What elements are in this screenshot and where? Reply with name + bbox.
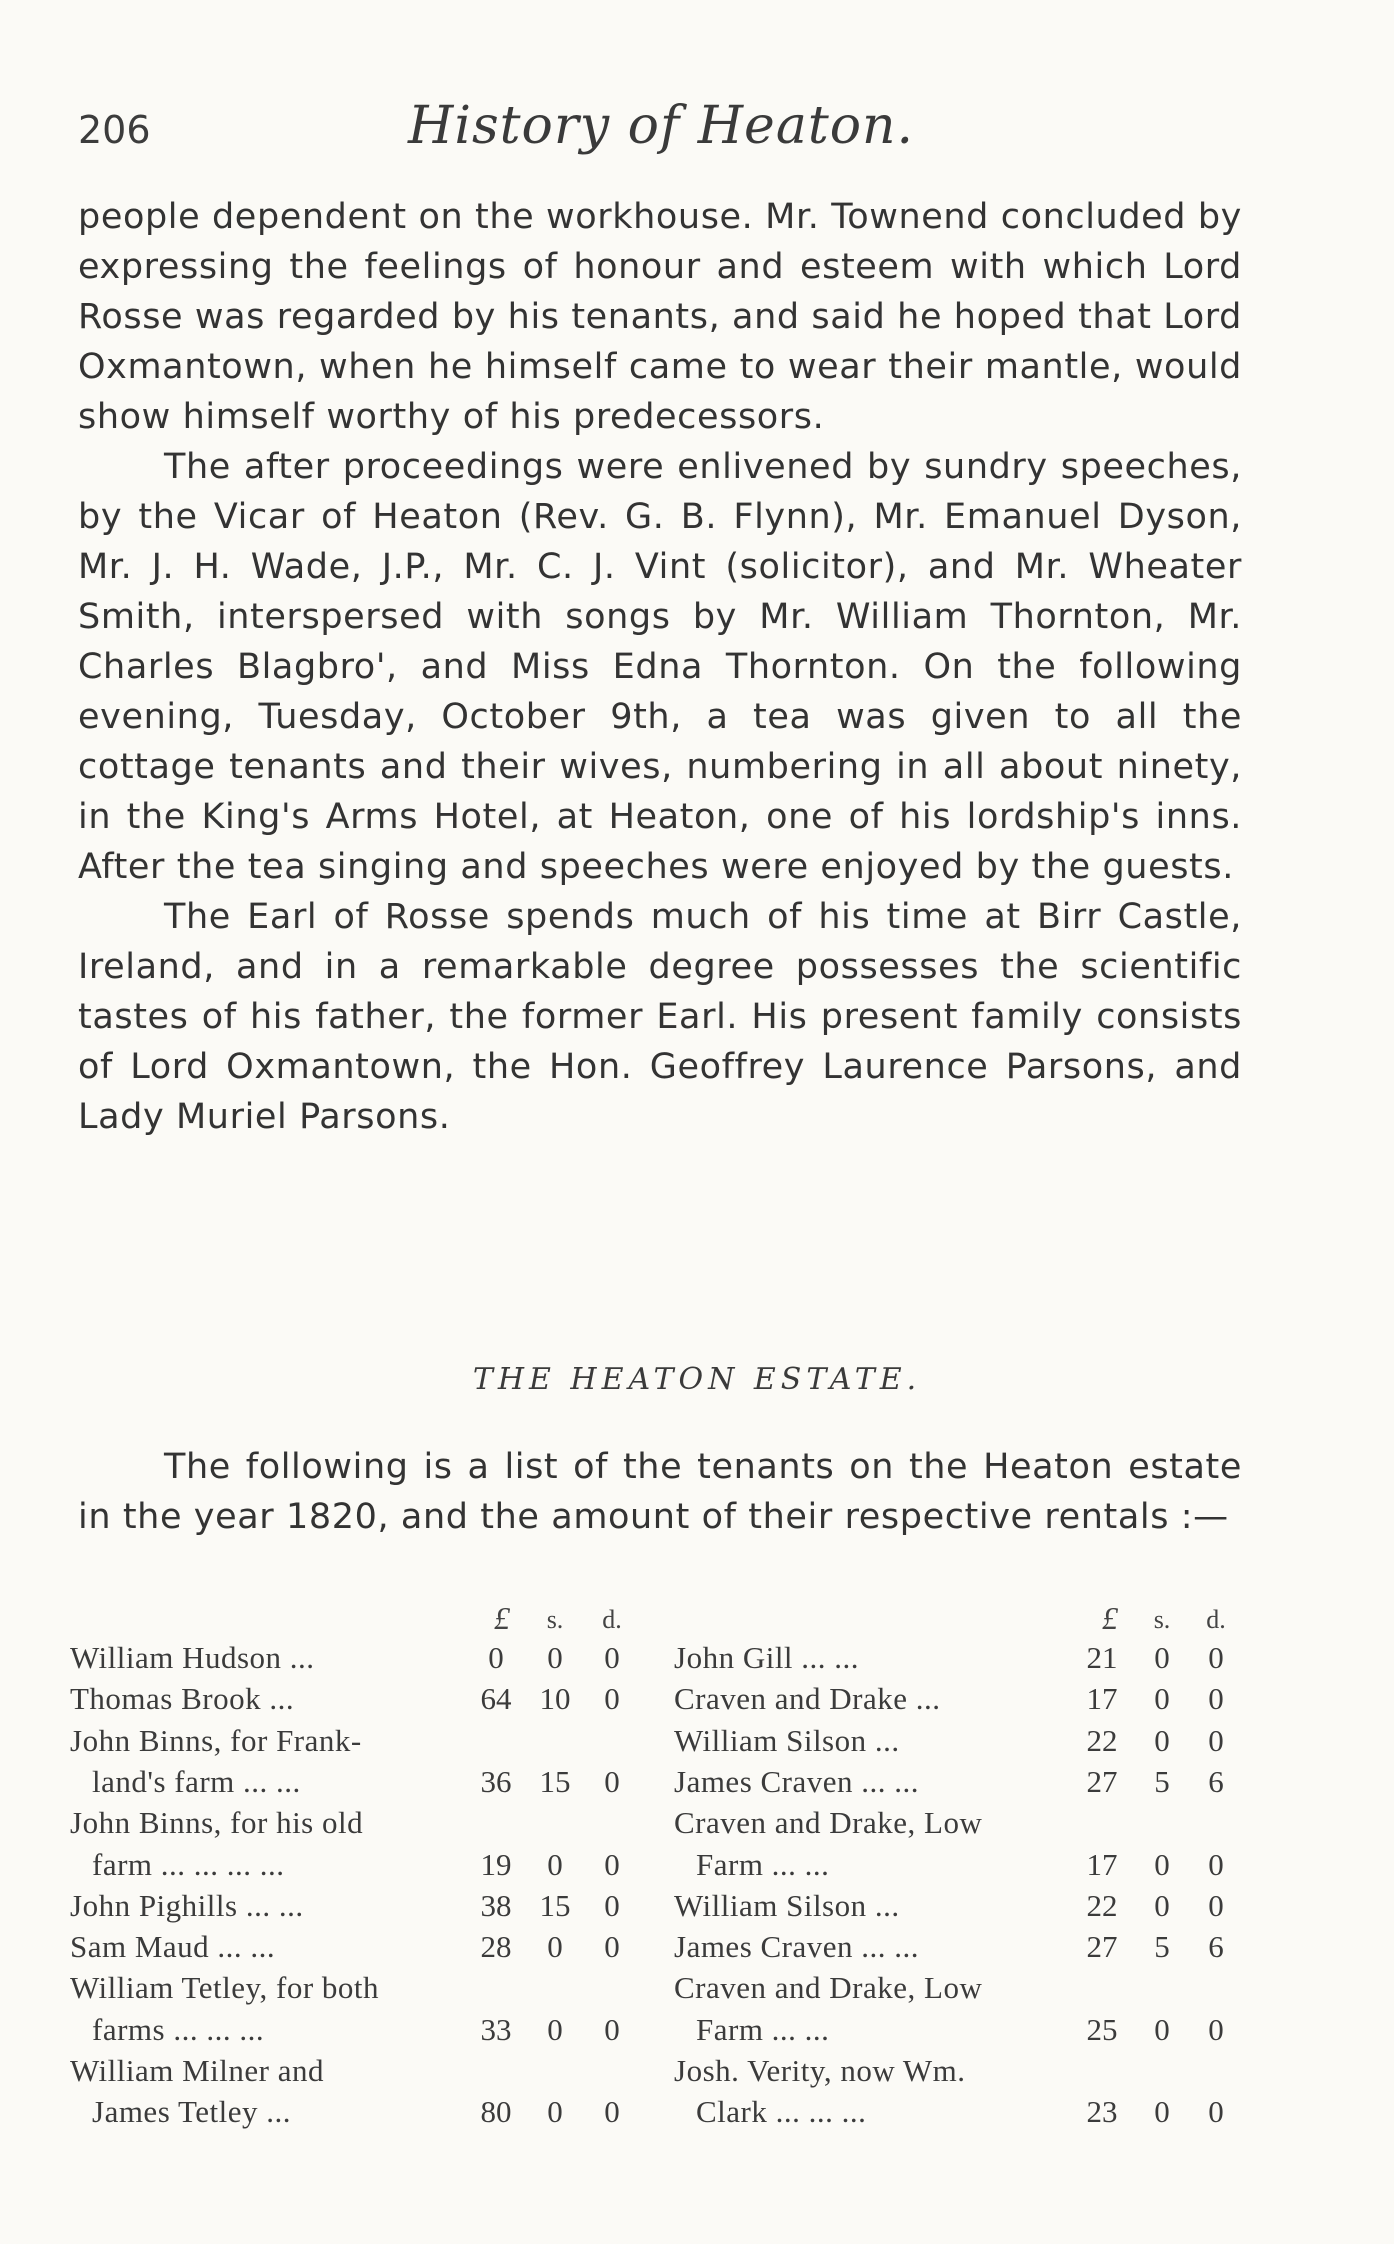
left-tenant-name-line: farms ... ... ... — [92, 2011, 265, 2047]
section-heading: THE HEATON ESTATE. — [472, 1362, 922, 1397]
right-shillings-value: 0 — [1154, 1681, 1170, 1717]
right-tenant-name-line: Clark ... ... ... — [696, 2094, 867, 2130]
right-tenant-name-line: Craven and Drake, Low — [674, 1805, 983, 1841]
left-shillings-value: 0 — [547, 1640, 563, 1675]
left-pounds-value: 64 — [480, 1681, 512, 1717]
paragraph-after-proceedings: The after proceedings were enlivened by sundry speeches, by the Vicar of Heaton (Rev. G. B. Flynn), Mr. Emanuel Dyson, Mr. J. H. Wade, J.P., Mr. C. J. Vint (solicitor), and Mr. Wheater Smith, interspersed with songs by Mr. William Thornton, Mr. Charles Blagbro', and Miss Edna Thornton. On the following evening, Tuesday, October 9th, a tea was given to all the cottage tenants and their wives, numbering in all about ninety, in the King's Arms Hotel, at Heaton, one of his lordship's inns. After the tea singing and speeches were enjoyed by the guests. — [78, 447, 1242, 887]
left-shillings-header: s. — [546, 1605, 564, 1634]
left-shillings-value: 0 — [547, 1846, 563, 1882]
right-shillings-value: 0 — [1154, 1722, 1170, 1758]
right-tenant-name-line: Craven and Drake, Low — [674, 1970, 983, 2006]
right-tenant-name-line: Josh. Verity, now Wm. — [674, 2053, 966, 2088]
left-pounds-header: £ — [494, 1600, 510, 1636]
left-pence-value: 0 — [604, 1681, 620, 1717]
right-tenant-name-line: Farm ... ... — [696, 2011, 830, 2047]
left-pence-header: d. — [602, 1605, 622, 1634]
right-tenant-name-line: John Gill ... ... — [674, 1640, 860, 1675]
right-tenant-name-line: William Silson ... — [674, 1887, 900, 1923]
left-pounds-value: 36 — [480, 1763, 512, 1799]
right-pence-value: 0 — [1208, 1887, 1224, 1923]
left-pounds-value: 19 — [480, 1846, 512, 1882]
left-tenant-name-line: William Tetley, for both — [70, 1970, 380, 2006]
right-pounds-value: 17 — [1086, 1681, 1118, 1717]
left-pounds-value: 80 — [480, 2094, 512, 2130]
right-tenant-name-line: William Silson ... — [674, 1722, 900, 1758]
left-shillings-value: 0 — [547, 1929, 563, 1965]
right-shillings-value: 5 — [1154, 1763, 1170, 1799]
left-shillings-value: 0 — [547, 2094, 563, 2130]
left-pounds-value: 38 — [480, 1887, 512, 1923]
right-tenant-name-line: James Craven ... ... — [674, 1929, 920, 1965]
left-tenant-name-line: Sam Maud ... ... — [70, 1929, 276, 1965]
left-tenant-name-line: farm ... ... ... ... — [92, 1846, 285, 1882]
left-tenant-name-line: John Pighills ... ... — [70, 1887, 304, 1923]
left-pence-value: 0 — [604, 2094, 620, 2130]
paragraph-continued: people dependent on the workhouse. Mr. Townend concluded by expressing the feelings of honour and esteem with which Lord Rosse was regarded by his tenants, and said he hoped that Lord Oxmantown, when he himself came to wear their mantle, would show himself worthy of his predecessors. — [78, 197, 1242, 437]
left-pounds-value: 0 — [488, 1640, 504, 1675]
right-pounds-value: 17 — [1086, 1846, 1118, 1882]
right-tenant-name-line: Craven and Drake ... — [674, 1681, 941, 1717]
right-pence-value: 0 — [1208, 1681, 1224, 1717]
right-shillings-value: 0 — [1154, 2011, 1170, 2047]
right-pence-header: d. — [1206, 1605, 1226, 1634]
left-tenant-name-line: John Binns, for Frank- — [70, 1722, 362, 1758]
left-tenant-name-line: land's farm ... ... — [92, 1763, 301, 1799]
running-title: History of Heaton. — [408, 96, 915, 156]
right-pounds-value: 22 — [1086, 1722, 1118, 1758]
left-shillings-value: 15 — [539, 1763, 571, 1799]
right-shillings-value: 0 — [1154, 1846, 1170, 1882]
right-pence-value: 0 — [1208, 2094, 1224, 2130]
right-pence-value: 0 — [1208, 2011, 1224, 2047]
page-number: 206 — [78, 108, 151, 152]
right-pounds-value: 25 — [1086, 2011, 1118, 2047]
right-pounds-value: 22 — [1086, 1887, 1118, 1923]
right-pence-value: 0 — [1208, 1722, 1224, 1758]
right-pounds-header: £ — [1102, 1600, 1118, 1636]
intro-paragraph: The following is a list of the tenants on the Heaton estate in the year 1820, and the amount of their respective rentals :— — [78, 1447, 1242, 1537]
right-pence-value: 6 — [1208, 1763, 1224, 1799]
left-tenant-name-line: William Hudson ... — [70, 1640, 315, 1675]
right-shillings-value: 0 — [1154, 2094, 1170, 2130]
right-pounds-value: 21 — [1086, 1640, 1118, 1675]
left-tenant-name-line: William Milner and — [70, 2053, 324, 2088]
right-pounds-value: 23 — [1086, 2094, 1118, 2130]
left-tenant-name-line: Thomas Brook ... — [70, 1681, 295, 1717]
right-shillings-value: 0 — [1154, 1640, 1170, 1675]
left-pence-value: 0 — [604, 1887, 620, 1923]
right-pounds-value: 27 — [1086, 1763, 1118, 1799]
left-shillings-value: 10 — [539, 1681, 571, 1717]
right-shillings-value: 5 — [1154, 1929, 1170, 1965]
right-pence-value: 6 — [1208, 1929, 1224, 1965]
right-tenant-name-line: James Craven ... ... — [674, 1763, 920, 1799]
left-pence-value: 0 — [604, 2011, 620, 2047]
left-tenant-name-line: James Tetley ... — [92, 2094, 291, 2130]
left-pence-value: 0 — [604, 1763, 620, 1799]
left-pence-value: 0 — [604, 1640, 620, 1675]
right-pence-value: 0 — [1208, 1640, 1224, 1675]
paragraph-earl-of-rosse: The Earl of Rosse spends much of his time at Birr Castle, Ireland, and in a remarkable degree possesses the scientific tastes of his father, the former Earl. His present family consists of Lord Oxmantown, the Hon. Geoffrey Laurence Parsons, and Lady Muriel Parsons. — [78, 897, 1242, 1137]
right-shillings-value: 0 — [1154, 1887, 1170, 1923]
right-pounds-value: 27 — [1086, 1929, 1118, 1965]
left-pounds-value: 33 — [480, 2011, 512, 2047]
right-pence-value: 0 — [1208, 1846, 1224, 1882]
left-shillings-value: 15 — [539, 1887, 571, 1923]
left-tenant-name-line: John Binns, for his old — [70, 1805, 364, 1841]
left-shillings-value: 0 — [547, 2011, 563, 2047]
left-pence-value: 0 — [604, 1846, 620, 1882]
left-pence-value: 0 — [604, 1929, 620, 1965]
left-pounds-value: 28 — [480, 1929, 512, 1965]
right-tenant-name-line: Farm ... ... — [696, 1846, 830, 1882]
right-shillings-header: s. — [1153, 1605, 1171, 1634]
